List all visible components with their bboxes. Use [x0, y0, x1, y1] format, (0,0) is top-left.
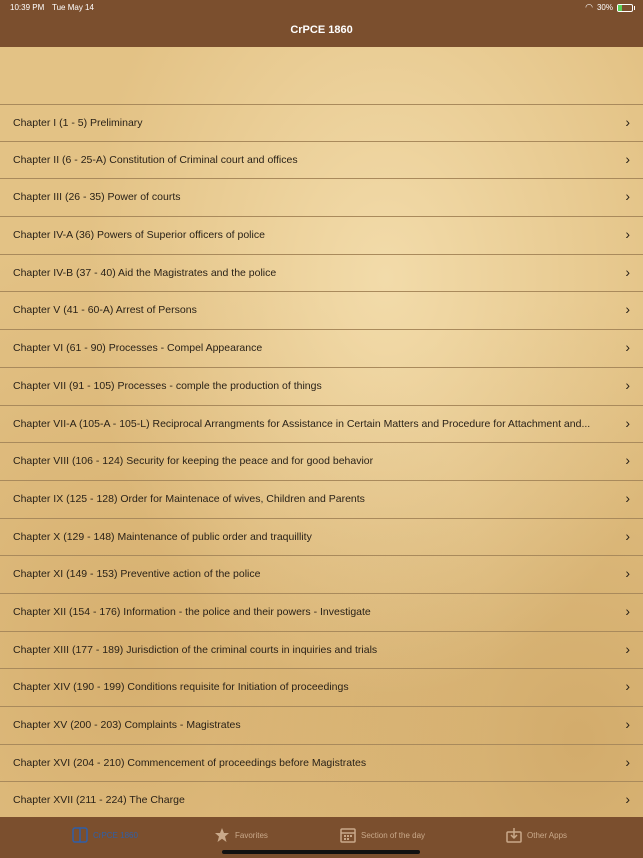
home-indicator [222, 850, 420, 854]
chevron-right-icon: › [625, 678, 630, 695]
chevron-right-icon: › [625, 716, 630, 732]
chapter-row[interactable] [0, 632, 643, 670]
chapter-label: Chapter II (6 - 25-A) Constitution of Criminal court and offices [13, 153, 298, 166]
chapter-list-container[interactable] [0, 47, 643, 817]
chapter-label: Chapter XVI (204 - 210) Commencement of proceedings before Magistrates [13, 756, 367, 769]
chevron-right-icon: › [625, 150, 630, 167]
chapter-label: Chapter IV-B (37 - 40) Aid the Magistrates and the police [13, 266, 277, 279]
chapter-label: Chapter XVII (211 - 224) The Charge [13, 794, 185, 807]
chapter-row[interactable] [0, 556, 643, 594]
chapter-label: Chapter XIII (177 - 189) Jurisdiction of the criminal courts in inquiries and trials [13, 643, 378, 656]
status-right [585, 2, 633, 13]
tab-favorites[interactable] [214, 825, 268, 845]
chapter-label: Chapter XI (149 - 153) Preventive action of the police [13, 568, 261, 581]
battery-percent: 30% [596, 3, 613, 12]
chapter-row[interactable] [0, 443, 643, 481]
chapter-row[interactable] [0, 368, 643, 406]
chapter-row[interactable] [0, 330, 643, 368]
chevron-right-icon: › [625, 753, 630, 770]
chapter-row[interactable] [0, 594, 643, 632]
page-title: CrPCE 1860 [290, 24, 353, 36]
tab-other-apps[interactable] [506, 825, 567, 845]
chapter-row[interactable] [0, 292, 643, 330]
chapter-row[interactable] [0, 406, 643, 444]
chapter-label: Chapter VI (61 - 90) Processes - Compel Appearance [13, 342, 263, 355]
tab-chapters-label: CrPCE 1860 [93, 830, 138, 840]
chapter-label: Chapter X (129 - 148) Maintenance of public order and traquillity [13, 530, 312, 543]
chapter-label: Chapter I (1 - 5) Preliminary [13, 117, 143, 129]
chapter-row[interactable] [0, 745, 643, 783]
chapter-row[interactable] [0, 707, 643, 745]
chapter-label: Chapter XII (154 - 176) Information - the police and their powers - Investigate [13, 605, 371, 618]
tab-favorites-label: Favorites [235, 830, 268, 840]
chapter-row[interactable] [0, 217, 643, 255]
chapter-row[interactable] [0, 669, 643, 707]
download-icon [506, 827, 522, 843]
tab-section-of-day-label: Section of the day [361, 830, 426, 840]
chapter-row[interactable] [0, 255, 643, 293]
chapter-label: Chapter III (26 - 35) Power of courts [13, 191, 181, 204]
chevron-right-icon: › [625, 301, 630, 318]
chevron-right-icon: › [625, 188, 630, 205]
chevron-right-icon: › [625, 226, 630, 243]
chapter-row[interactable] [0, 519, 643, 557]
chapter-label: Chapter IX (125 - 128) Order for Maintenace of wives, Children and Parents [13, 492, 365, 505]
calendar-icon [340, 827, 356, 843]
chevron-right-icon: › [625, 565, 630, 582]
wifi-icon: ◠ [585, 2, 593, 12]
status-time: 10:39 PM [10, 3, 45, 12]
chapter-label: Chapter VIII (106 - 124) Security for keeping the peace and for good behavior [13, 455, 374, 468]
chapter-row[interactable] [0, 104, 643, 142]
chevron-right-icon: › [625, 376, 630, 393]
tab-section-of-day[interactable] [340, 825, 425, 845]
chapter-row[interactable] [0, 481, 643, 519]
chapter-label: Chapter XV (200 - 203) Complaints - Magistrates [13, 719, 241, 731]
chevron-right-icon: › [625, 791, 630, 808]
battery-icon [617, 4, 633, 12]
navigation-bar [0, 0, 643, 47]
status-date: Tue May 14 [52, 3, 94, 12]
chevron-right-icon: › [625, 414, 630, 431]
chapter-label: Chapter VII-A (105-A - 105-L) Reciprocal Arrangments for Assistance in Certain Matters and Procedure for Attachment and... [13, 417, 591, 430]
chapter-label: Chapter IV-A (36) Powers of Superior officers of police [13, 229, 265, 242]
chevron-right-icon: › [625, 339, 630, 356]
star-icon [214, 827, 230, 843]
chapter-list [0, 104, 643, 817]
status-bar [0, 0, 643, 16]
tab-other-apps-label: Other Apps [527, 830, 568, 840]
book-icon [72, 827, 88, 843]
chapter-row[interactable] [0, 179, 643, 217]
chevron-right-icon: › [625, 263, 630, 280]
chapter-label: Chapter VII (91 - 105) Processes - comple the production of things [13, 379, 322, 392]
tab-chapters[interactable] [72, 825, 138, 845]
chapter-label: Chapter V (41 - 60-A) Arrest of Persons [13, 304, 197, 317]
chapter-row[interactable] [0, 782, 643, 817]
chevron-right-icon: › [625, 489, 630, 506]
chevron-right-icon: › [625, 452, 630, 469]
chevron-right-icon: › [625, 602, 630, 619]
chapter-row[interactable] [0, 142, 643, 180]
chevron-right-icon: › [625, 114, 630, 130]
chapter-label: Chapter XIV (190 - 199) Conditions requisite for Initiation of proceedings [13, 681, 349, 694]
chevron-right-icon: › [625, 527, 630, 544]
chevron-right-icon: › [625, 640, 630, 657]
